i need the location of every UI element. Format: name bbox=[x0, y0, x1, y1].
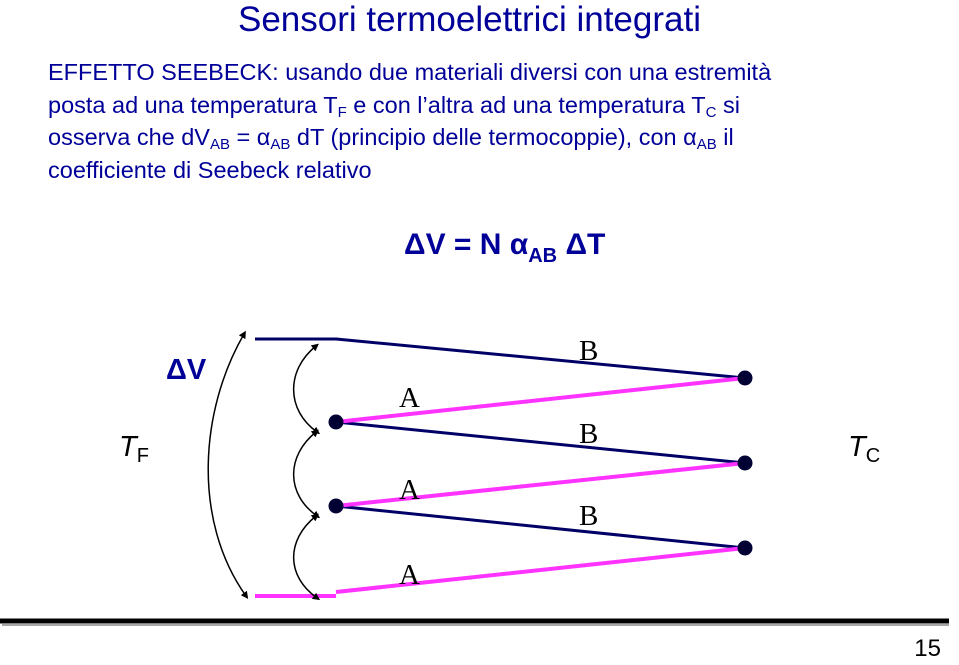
material-a-label-1: A bbox=[399, 382, 420, 414]
wire-a-2 bbox=[336, 463, 745, 506]
material-a-label-2: A bbox=[399, 474, 420, 506]
hot-temperature-label: $T_C$ bbox=[848, 431, 881, 467]
hot-junction-1 bbox=[738, 371, 753, 386]
para-line-1: EFFETTO SEEBECK: usando due materiali diversi con una estremità bbox=[48, 59, 772, 85]
material-b-label-2: B bbox=[579, 418, 599, 450]
para-line-4: coefficiente di Seebeck relativo bbox=[48, 156, 372, 183]
para-line-3: osserva che $dV_{AB} = \alpha_{AB}$ dT (principio delle termocoppie), con $\alpha_{AB}$ il bbox=[48, 124, 734, 153]
page-number: 15 bbox=[914, 635, 941, 662]
hot-junction-2 bbox=[738, 456, 753, 471]
wire-a-3 bbox=[336, 548, 745, 592]
material-a-label-3: A bbox=[399, 559, 420, 591]
hot-junction-3 bbox=[738, 541, 753, 556]
wire-b-2 bbox=[336, 422, 745, 463]
cold-temperature-label: $T_F$ bbox=[119, 431, 149, 467]
slide-title: Sensori termoelettrici integrati bbox=[238, 0, 701, 39]
delta-v-arrow bbox=[208, 334, 246, 596]
para-line-2: posta ad una temperatura $T_F$ e con l’altra ad una temperatura $T_C$ si bbox=[48, 91, 740, 121]
couple-arrow-3 bbox=[294, 516, 317, 598]
thermopile-formula: ΔV = N $\alpha_{AB}$ ΔT bbox=[404, 228, 606, 267]
cold-junction-2 bbox=[329, 499, 344, 514]
material-b-label-1: B bbox=[579, 335, 599, 367]
cold-junction-1 bbox=[329, 415, 344, 430]
couple-arrow-1 bbox=[294, 346, 317, 432]
couple-arrow-2 bbox=[294, 432, 317, 516]
wire-b-3 bbox=[336, 506, 745, 548]
wire-a-1 bbox=[336, 378, 745, 422]
material-b-label-3: B bbox=[579, 500, 599, 532]
delta-v-label: ΔV bbox=[166, 354, 207, 386]
wire-b-1 bbox=[336, 339, 745, 378]
